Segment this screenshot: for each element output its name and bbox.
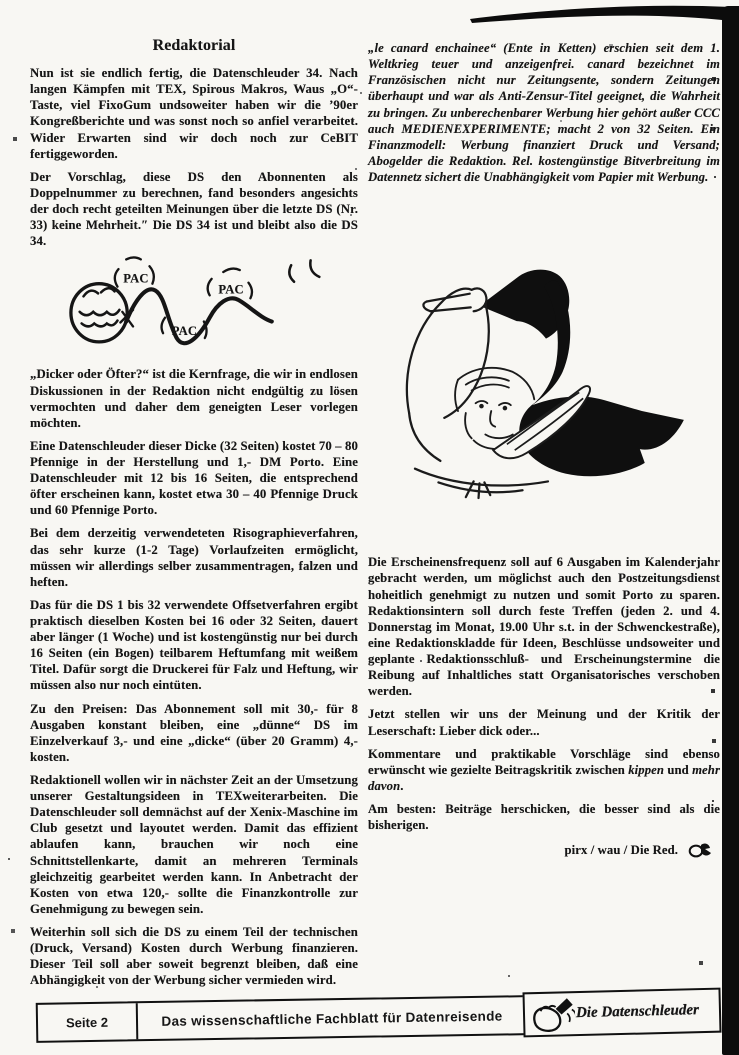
scan-streak-artifact [470, 2, 732, 28]
pointing-hand-icon [688, 840, 714, 860]
paragraph-vorschlag: Der Vorschlag, diese DS den Abonnenten als Doppelnummer zu berechnen, fand besonders angesichts der doch recht geteilten Meinungen über die letzte DS (Nr. 33) keine Mehrheit.″ Die DS 34 ist und bleibt also die DS 34. [30, 169, 358, 249]
paragraph-kernfrage-rest: ist die Kernfrage, die wir in endlosen Diskussionen in der Redaktion nicht endgültig zu lösen vermochten und daher dem geneigten Leser vorlegen möchten. [30, 367, 359, 430]
doodle-label-pac-2: PAC [171, 324, 198, 339]
paragraph-kernfrage [30, 366, 358, 430]
paragraph-risographie: Bei dem derzeitig verwendeteten Risographieverfahren, das sehr kurze (1-2 Tage) Vorlaufzeiten ermöglicht, müssen wir allerdings selber zusammentragen, falzen und heften. [30, 526, 358, 589]
footer-bar [36, 995, 529, 1043]
footer-page-number: Seite 2 [38, 1003, 139, 1041]
footer-tagline: Das wissenschaftliche Fachblatt für Datenreisende [161, 1008, 503, 1029]
doodle-label-pac-3: PAC [218, 282, 244, 297]
scan-noise [0, 0, 2, 2]
footer-logo-box [522, 988, 721, 1038]
hand-throwing-icon [529, 995, 576, 1034]
left-column [30, 36, 358, 995]
paragraph-redaktionell: Redaktionell wollen wir in nächster Zeit an der Umsetzung unserer Gestaltungsideen in TEXweiterarbeiten. Die Datenschleuder soll demnächst auf der Xenix-Maschine im Club gesetzt und layoutet werden. Damit das effizient ablaufen kann, brauchen wir noch eine Schnittstellenkarte, damit an mehreren Terminals gleichzeitig gearbeitet werden kann. In Anbetracht der Kosten von etwa 120,- sollte die Finanzkontrolle zur Genehmigung zu bewegen sein. [30, 772, 358, 916]
pacman-doodle [68, 256, 330, 356]
kommentare-em-kippen: kippen [628, 762, 665, 777]
kommentare-em-mehr-davon: mehr davon [368, 762, 720, 793]
pacman-doodle-illustration [68, 256, 358, 360]
paragraph-canard: „le canard enchainee“ (Ente in Ketten) erschien seit dem 1. Weltkrieg teuer und anzeigenfrei. canard bezeichnet im Französischen nicht nur Zeitungsente, sondern Zeitungen überhaupt und war als Anti-Zensur-Titel geeignet, die Wahrheit zu bringen. Zu unberechenbarer Werbung hier gehört außer CCC auch MEDIENEXPERIMENTE; macht 2 von 32 Seiten. Ein Finanzmodell: Werbung finanziert Druck und Versand; Abogelder die Redaktion. Rel. kostengünstige Bitverbreitung im Datennetz sichert die Unabhängigkeit vom Papier mit Werbung. [368, 41, 720, 184]
paragraph-kernfrage-lead: „Dicker oder Öfter?“ [30, 367, 149, 382]
swan-drawing [378, 192, 714, 544]
signature-row [368, 840, 720, 860]
page-title: Redaktorial [152, 37, 236, 54]
right-column [368, 40, 720, 860]
signature-text: pirx / wau / Die Red. [564, 843, 678, 858]
paragraph-preise: Zu den Preisen: Das Abonnement soll mit 30,- für 8 Ausgaben konstant bleiben, eine „dünne“ DS im Einzelverkauf 3,- und eine „dicke“ (über 20 Gramm) 4,- kosten. [30, 701, 358, 764]
paragraph-frequenz: Die Erscheinensfrequenz soll auf 6 Ausgaben im Kalenderjahr gebracht werden, um möglichst auch den Postzeitungsdienst hoheitlich genehmigt zu nutzen und somit Porto zu sparen. Redaktionsintern soll durch feste Treffen (jeden 2. und 4. Donnerstag im Monat, 19.00 Uhr s.t. in der Schwenckestraße), eine Redaktionskladde für Ideen, Beschlüsse undsoweiter und geplante Redaktionsschluß- und Erscheinungstermine die Reibung auf Inhaltliches statt Organisatorisches verschoben werden. [368, 555, 720, 699]
swan-illustration [378, 192, 720, 548]
paragraph-werbung: Weiterhin soll sich die DS zu einem Teil der technischen (Druck, Versand) Kosten durch Werbung finanzieren. Dieser Teil soll aber soweit begrenzt bleiben, daß eine Abhängigkeit von der Werbung sicher vermieden wird. [30, 924, 358, 988]
paragraph-offset: Das für die DS 1 bis 32 verwendete Offsetverfahren ergibt praktisch dieselben Kosten bei 16 oder 32 Seiten, dauert aber länger (1 Woche) und ist kostengünstig nur bei durch 16 Seiten (ein Bogen) teilbarem Heftumfang mit weißem Titel. Dafür sorgt die Druckerei für Falz und Heftung, wir müssen also nur noch eintüten. [30, 597, 358, 693]
paragraph-kosten: Eine Datenschleuder dieser Dicke (32 Seiten) kostet 70 – 80 Pfennige in der Herstellung und 1,- DM Porto. Eine Datenschleuder mit 12 bis 16 Seiten, die entsprechend öfter erscheinen kann, kostet etwa 30 – 40 Pfennige Druck und 60 Pfennige Porto. [30, 438, 358, 518]
paragraph-intro: Nun ist sie endlich fertig, die Datenschleuder 34. Nach langen Kämpfen mit TEX, Spirous Makros, Waus „O“-Taste, viel FixoGum undsoweiter haben wir die ’90er Kongreßberichte und was sonst noch so anfiel verarbeitet. Wider Erwarten sind wir doch noch zur CeBIT fertiggeworden. [30, 66, 358, 161]
kommentare-a: Kommentare und praktikable Vorschläge sind ebenso erwünscht wie gezielte Beitragskritik zwischen [368, 746, 720, 777]
kommentare-c: . [400, 778, 404, 793]
paragraph-beitraege: Am besten: Beiträge herschicken, die besser sind als die bisherigen. [368, 802, 720, 833]
doodle-label-pac-1: PAC [123, 272, 149, 287]
footer-logo-text: Die Datenschleuder [575, 1002, 700, 1022]
paragraph-kommentare [368, 746, 720, 794]
kommentare-b: und [664, 762, 693, 777]
scan-edge-bar-artifact [722, 6, 739, 1055]
paragraph-meinung: Jetzt stellen wir uns der Meinung und der Kritik der Leserschaft: Lieber dick oder... [368, 707, 720, 738]
